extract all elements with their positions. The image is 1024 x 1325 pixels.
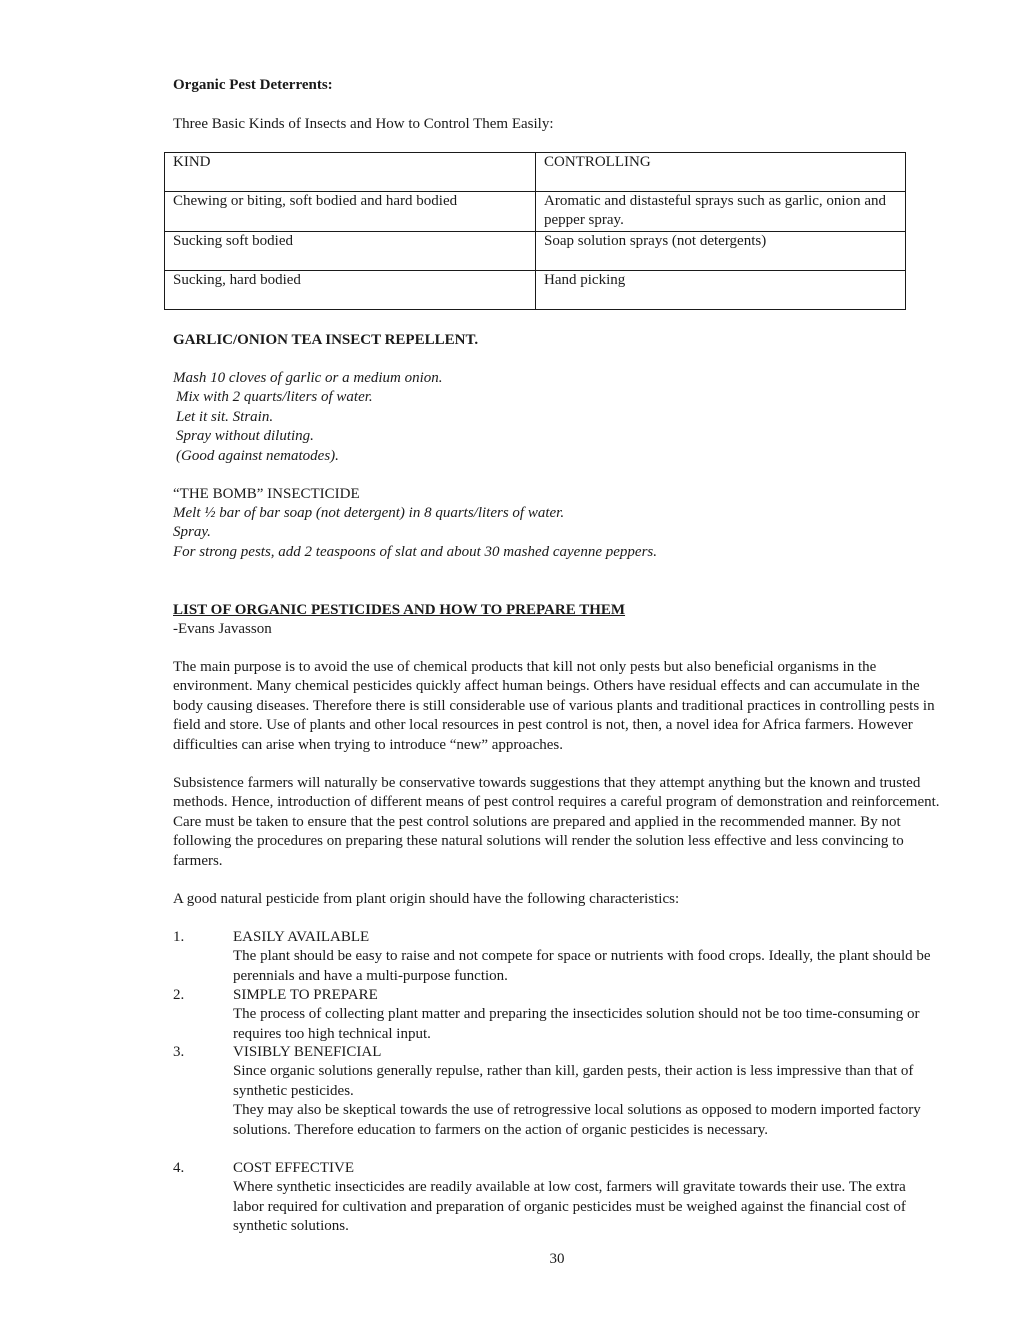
recipe-step: Mix with 2 quarts/liters of water.: [176, 389, 373, 406]
list-item: [233, 986, 933, 1044]
section-heading: Organic Pest Deterrents:: [173, 77, 333, 93]
author-line: -Evans Javasson: [173, 621, 272, 637]
list-item-text: The plant should be easy to raise and not compete for space or nutrients with food crops. Ideally, the plant should be perennials and have a multi-purpose function.: [233, 948, 931, 984]
table-row: [165, 192, 906, 232]
list-item-number: 3.: [173, 1044, 185, 1060]
recipe-step: For strong pests, add 2 teaspoons of slat and about 30 mashed cayenne peppers.: [173, 543, 657, 560]
bomb-recipe-title: “THE BOMB” INSECTICIDE: [173, 486, 360, 502]
page-number: 30: [549, 1251, 565, 1267]
table-row: [165, 231, 906, 270]
insect-control-table: [164, 152, 906, 310]
list-item-text: The process of collecting plant matter and preparing the insecticides solution should not be too time-consuming or requires too high technical input.: [233, 1006, 920, 1042]
list-item-title: EASILY AVAILABLE: [233, 929, 370, 945]
recipe-step: Mash 10 cloves of garlic or a medium onion.: [173, 370, 443, 386]
list-item-title: VISIBLY BENEFICIAL: [233, 1044, 382, 1060]
table-cell: Aromatic and distasteful sprays such as garlic, onion and pepper spray.: [536, 192, 906, 232]
list-item: [233, 928, 933, 986]
table-header-cell: CONTROLLING: [536, 153, 906, 192]
garlic-recipe-title: GARLIC/ONION TEA INSECT REPELLENT.: [173, 332, 479, 348]
list-item: [233, 1043, 933, 1140]
list-item-text: Since organic solutions generally repulse, rather than kill, garden pests, their action is less impressive than that of synthetic pesticides.: [233, 1063, 914, 1099]
table-cell: Sucking, hard bodied: [165, 270, 536, 309]
recipe-step: Spray without diluting.: [176, 428, 314, 445]
paragraph: A good natural pesticide from plant origin should have the following characteristics:: [173, 891, 680, 907]
table-cell: Chewing or biting, soft bodied and hard bodied: [165, 192, 536, 232]
paragraph: Subsistence farmers will naturally be conservative towards suggestions that they attempt anything but the known and trusted methods. Hence, introduction of different means of pest control requires a careful program of demonstration and reinforcement. Care must be taken to ensure that the pest control solutions are prepared and applied in the recommended manner. By not following the procedures on preparing these natural solutions will render the solution less effective and less convincing to farmers.: [173, 775, 940, 869]
recipe-step: Let it sit. Strain.: [176, 408, 274, 425]
table-row: [165, 270, 906, 309]
list-item-title: COST EFFECTIVE: [233, 1160, 354, 1176]
recipe-step: Melt ½ bar of bar soap (not detergent) in 8 quarts/liters of water.: [173, 505, 565, 521]
table-header-row: [165, 153, 906, 192]
table-intro: Three Basic Kinds of Insects and How to Control Them Easily:: [173, 116, 554, 132]
garlic-recipe-steps: [173, 369, 443, 466]
list-title: LIST OF ORGANIC PESTICIDES AND HOW TO PREPARE THEM: [173, 602, 626, 618]
table-cell: Sucking soft bodied: [165, 231, 536, 270]
recipe-step: Spray.: [173, 524, 211, 541]
list-item-number: 4.: [173, 1160, 185, 1176]
list-item-title: SIMPLE TO PREPARE: [233, 987, 378, 1003]
list-item: [233, 1159, 933, 1237]
recipe-step: (Good against nematodes).: [176, 447, 339, 464]
list-item-text: Where synthetic insecticides are readily available at low cost, farmers will gravitate towards their use. The extra labor required for cultivation and preparation of organic pesticides must be weighed against the financial cost of synthetic solutions.: [233, 1179, 906, 1235]
table-header-cell: KIND: [165, 153, 536, 192]
list-item-number: 1.: [173, 929, 185, 945]
list-item-number: 2.: [173, 987, 185, 1003]
table-cell: Soap solution sprays (not detergents): [536, 231, 906, 270]
paragraph: The main purpose is to avoid the use of chemical products that kill not only pests but also beneficial organisms in the environment. Many chemical pesticides quickly affect human beings. Others have residual effects and can accumulate in the body causing diseases. Therefore there is still considerable use of various plants and traditional practices in controlling pests in field and store. Use of plants and other local resources in pest control is not, then, a novel idea for Africa farmers. However difficulties can arise when trying to introduce “new” approaches.: [173, 659, 935, 753]
list-item-text: They may also be skeptical towards the use of retrogressive local solutions as opposed to modern imported factory solutions. Therefore education to farmers on the action of organic pesticides is necessary.: [233, 1102, 921, 1138]
table-cell: Hand picking: [536, 270, 906, 309]
bomb-recipe-steps: [173, 504, 657, 562]
